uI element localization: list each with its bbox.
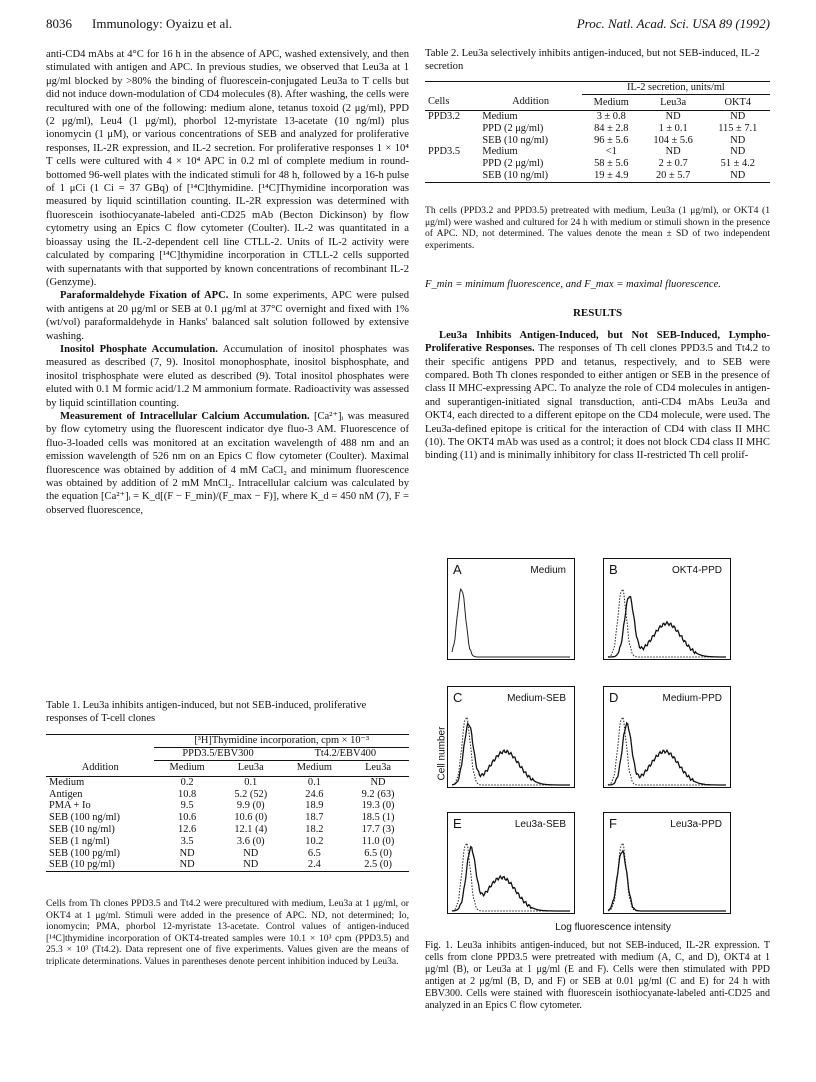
table2 bbox=[425, 81, 770, 183]
table-cell: PPD (2 μg/ml) bbox=[482, 158, 544, 170]
control-histogram-line bbox=[608, 843, 726, 911]
table-cell: 58 ± 5.6 bbox=[594, 158, 629, 170]
table-cell: PMA + Io bbox=[49, 800, 91, 812]
table-cell: 6.5 bbox=[307, 847, 321, 859]
table-cell: Medium bbox=[482, 146, 518, 158]
table2-col-header: OKT4 bbox=[706, 94, 770, 110]
table-cell: 10.2 bbox=[305, 835, 324, 847]
table-cell: 0.1 bbox=[307, 776, 321, 788]
table-cell: PPD3.5 bbox=[428, 146, 461, 158]
table-row bbox=[46, 848, 409, 860]
table-cell: 2.4 bbox=[307, 859, 321, 871]
panel-title: Medium-SEB bbox=[507, 693, 566, 704]
table1-group: Tt4.2/EBV400 bbox=[282, 747, 409, 760]
table-cell: Medium bbox=[49, 776, 85, 788]
table-cell: SEB (10 ng/ml) bbox=[49, 824, 115, 836]
table-cell: 3 ± 0.8 bbox=[596, 111, 626, 123]
table-cell: Antigen bbox=[49, 788, 83, 800]
heading-paraformaldehyde: Paraformaldehyde Fixation of APC. bbox=[60, 290, 229, 302]
table1 bbox=[46, 734, 409, 872]
table1-span-header: [³H]Thymidine incorporation, cpm × 10⁻³ bbox=[194, 735, 370, 746]
results-heading: RESULTS bbox=[572, 307, 623, 320]
table-row bbox=[46, 800, 409, 812]
methods-paragraph-4: [Ca²⁺]ᵢ was measured by flow cytometry using the fluorescent indicator dye fluo-3 AM. Fluorescence of fluo-3-loaded cells was monitored at an excitation wavelength of 488 nm and an emission wavelength of 526 nm on an Epics C flow cytometer (Coulter). Maximal fluorescence was obtained by addition of 4 mM CaCl₂ and minimum fluorescence was obtained by addition of 2 mM MnCl₂. Intracellular calcium was calculated by the equation [Ca²⁺]ᵢ = K_d[(F − F_min)/(F_max − F)], where K_d = 450 nM (7), F = observed fluorescence, bbox=[46, 410, 409, 516]
table-cell: ND bbox=[730, 134, 746, 146]
table-cell: 17.7 (3) bbox=[361, 824, 395, 836]
heading-inositol: Inositol Phosphate Accumulation. bbox=[60, 343, 218, 355]
table-cell: SEB (100 ng/ml) bbox=[49, 812, 121, 824]
panel-letter: C bbox=[453, 690, 463, 705]
figure-1 bbox=[425, 558, 770, 958]
table-cell: SEB (1 ng/ml) bbox=[49, 835, 110, 847]
table-cell bbox=[425, 135, 479, 147]
table-cell: 0.1 bbox=[244, 776, 258, 788]
table-cell: ND bbox=[179, 859, 195, 871]
table2-note: Th cells (PPD3.2 and PPD3.5) pretreated with medium, Leu3a (1 μg/ml), or OKT4 (1 μg/ml) were washed and cultured for 24 h with medium or stimuli shown in the presence of APC. ND, not determined. The values denote the mean ± SD of two independent experiments. bbox=[425, 205, 770, 251]
table-cell: 96 ± 5.6 bbox=[594, 134, 629, 146]
table-cell: SEB (10 pg/ml) bbox=[49, 859, 115, 871]
panel-title: Leu3a-SEB bbox=[514, 819, 566, 830]
table-cell: PPD (2 μg/ml) bbox=[482, 122, 544, 134]
stimulated-histogram-line bbox=[452, 723, 570, 785]
table-cell: 19.3 (0) bbox=[361, 800, 395, 812]
results-subheading: Leu3a Inhibits Antigen-Induced, but Not SEB-Induced, Lympho-Proliferative Responses. bbox=[425, 329, 770, 355]
table2-col-header: Leu3a bbox=[641, 94, 706, 110]
panel-title: OKT4-PPD bbox=[671, 565, 722, 576]
table-cell: 104 ± 5.6 bbox=[653, 134, 693, 146]
histogram-panel-e bbox=[447, 812, 575, 914]
table-cell: SEB (100 pg/ml) bbox=[49, 847, 121, 859]
running-head-right: Proc. Natl. Acad. Sci. USA 89 (1992) bbox=[576, 16, 770, 31]
table-cell bbox=[425, 123, 479, 135]
table-cell: 18.5 (1) bbox=[361, 812, 395, 824]
table-row bbox=[46, 776, 409, 788]
table-cell: SEB (10 ng/ml) bbox=[482, 134, 549, 146]
table-cell: PPD3.2 bbox=[428, 111, 461, 123]
table2-col-header: Addition bbox=[512, 96, 550, 108]
table1-group: PPD3.5/EBV300 bbox=[154, 747, 281, 760]
table-cell: 6.5 (0) bbox=[364, 847, 392, 859]
table-cell: SEB (10 ng/ml) bbox=[482, 170, 549, 182]
histogram-panel-b bbox=[603, 558, 731, 660]
table-cell: 12.6 bbox=[178, 824, 197, 836]
table-cell bbox=[425, 170, 479, 182]
table-cell: 19 ± 4.9 bbox=[594, 170, 629, 182]
methods-paragraph-2: In some experiments, APC were pulsed with antigens at 20 μg/ml or SEB at 0.1 μg/ml at 37°C overnight and fixed with 1% (wt/vol) paraformaldehyde in Hanks' balanced salt solution followed by extensive washing. bbox=[46, 290, 409, 342]
panel-title: Leu3a-PPD bbox=[670, 819, 722, 830]
table-cell: 18.2 bbox=[305, 824, 324, 836]
table-cell: 9.9 (0) bbox=[236, 800, 265, 812]
stimulated-histogram-line bbox=[608, 597, 726, 657]
methods-paragraph-1: anti-CD4 mAbs at 4°C for 16 h in the absence of APC, washed extensively, and then stimulated with antigen and APC. In previous studies, we observed that Leu3a at 1 μg/ml blocked by >80% the binding of fluorescein-conjugated Leu3a to T cells but did not induce down-modulation of CD4 molecules (8). After washing, the cells were recultured with one of the following: medium alone, tetanus toxoid (2 μg/ml), PPD (2 μg/ml), Leu4 (1 μg/ml), phorbol 12-myristate 13-acetate (10 ng/ml) plus ionomycin (1 μM), or various concentrations of SEB and analyzed for proliferative responses, IL-2R expression, and IL-2 secretion. For proliferative responses 1 × 10⁴ T cells were cultured with 4 × 10⁴ APC in 0.2 ml of complete medium in round-bottomed 96-well plates with the indicated stimuli for 48 h, followed by a 16-h pulse of 1 μCi (1 Ci = 37 GBq) of [¹⁴C]thymidine. [¹⁴C]Thymidine incorporation was measured by liquid scintillation counting. IL-2R expression was determined with fluorescein isothiocyanate-labeled anti-CD25 mAb (Becton Dickinson) by flow cytometry using an Epics C flow cytometer (Coulter). IL-2 was quantitated in a bioassay using the IL-2-dependent cell line CTLL-2. Units of IL-2 activity were calculated by comparing [¹⁴C]thymidine incorporation in CTLL-2 cells supported with supernatants with that supported by known concentrations of recombinant IL-2 (Genzyme). bbox=[46, 49, 409, 288]
table-cell: Medium bbox=[482, 111, 518, 123]
results-paragraph-1: The responses of Th cell clones PPD3.5 and Tt4.2 to their specific antigens PPD and tetanus, respectively, and to SEB were compared. Both Th clones responded to either antigen or SEB in the presence of class II MHC-expressing APC. To analyze the role of CD4 molecules in antigen- and superantigen-initiated signal transduction, anti-CD4 mAbs Leu3a and OKT4, each directed to a different epitope on the CD4 molecule, were used. The Leu3a-defined epitope is critical for the interaction of CD4 with class II MHC (10). The OKT4 mAb was used as a control; it does not block CD4 class II MHC binding (11) and is minimally inhibitory for class II-restricted Th cell prolif- bbox=[425, 343, 771, 462]
table-cell: 12.1 (4) bbox=[234, 824, 268, 836]
table1-col-header: Medium bbox=[154, 760, 219, 776]
table-cell: ND bbox=[730, 111, 746, 123]
table-row bbox=[425, 158, 770, 170]
table-row bbox=[425, 146, 770, 158]
table-cell: 10.6 bbox=[178, 812, 197, 824]
table2-col-header: Cells bbox=[428, 96, 450, 108]
table-cell: 9.2 (63) bbox=[361, 788, 395, 800]
table-row bbox=[425, 111, 770, 123]
right-column-text bbox=[425, 278, 770, 463]
table-row bbox=[46, 859, 409, 871]
table1-col-header: Leu3a bbox=[347, 760, 409, 776]
y-axis-label: Cell number bbox=[436, 726, 448, 781]
table-cell: ND bbox=[243, 847, 259, 859]
panel-title: Medium bbox=[530, 565, 566, 576]
page-number: 8036 bbox=[46, 16, 72, 31]
table-row bbox=[425, 123, 770, 135]
histogram-panel-d bbox=[603, 686, 731, 788]
table-cell: 9.5 bbox=[180, 800, 194, 812]
table1-col-header: Addition bbox=[81, 762, 119, 774]
stimulated-histogram-line bbox=[608, 851, 726, 911]
table-cell: <1 bbox=[605, 146, 617, 158]
table-cell: 2 ± 0.7 bbox=[658, 158, 688, 170]
table-cell: ND bbox=[179, 847, 195, 859]
fmin-definition: F_min = minimum fluorescence, and F_max = maximal fluorescence. bbox=[425, 279, 721, 290]
table-cell: 5.2 (52) bbox=[234, 788, 268, 800]
left-column-text bbox=[46, 48, 409, 517]
table-cell: ND bbox=[665, 111, 681, 123]
table-cell: 10.6 (0) bbox=[234, 812, 268, 824]
stimulated-histogram-line bbox=[452, 847, 570, 911]
table-cell: 24.6 bbox=[305, 788, 324, 800]
x-axis-label: Log fluorescence intensity bbox=[555, 922, 671, 933]
table-cell: 10.8 bbox=[178, 788, 197, 800]
table1-col-header: Leu3a bbox=[220, 760, 282, 776]
stimulated-histogram-line bbox=[608, 723, 726, 785]
table-cell: 84 ± 2.8 bbox=[594, 122, 629, 134]
panel-title: Medium-PPD bbox=[662, 693, 722, 704]
running-head-left: Immunology: Oyaizu et al. bbox=[92, 16, 233, 31]
table2-col-header: Medium bbox=[582, 94, 641, 110]
table1-caption: Table 1. Leu3a inhibits antigen-induced, but not SEB-induced, proliferative responses of T-cell clones bbox=[46, 700, 367, 724]
table-cell bbox=[425, 158, 479, 170]
table-row bbox=[46, 824, 409, 836]
table-row bbox=[46, 836, 409, 848]
table-cell: 18.9 bbox=[305, 800, 324, 812]
table2-span-header: IL-2 secretion, units/ml bbox=[627, 82, 725, 93]
panel-letter: D bbox=[609, 690, 619, 705]
heading-calcium: Measurement of Intracellular Calcium Accumulation. bbox=[60, 410, 310, 422]
methods-paragraph-3: Accumulation of inositol phosphates was measured as described (7, 9). Inositol monophosphate, inositol bisphosphate, and inositol trisphosphate were eluted as described (9). Total inositol phosphates were eluted with 0.1 M formic acid/1.2 M ammonium formate. Radioactivity was assessed by liquid scintillation counting. bbox=[46, 343, 409, 409]
panel-letter: A bbox=[453, 562, 462, 577]
figure-1-caption: Fig. 1. Leu3a inhibits antigen-induced, but not SEB-induced, IL-2R expression. T cells from clone PPD3.5 were pretreated with medium (A, C, and D), OKT4 at 1 μg/ml (B), or Leu3a at 1 μg/ml (E and F). Cells were then stimulated with PPD antigen at 2 μg/ml (B, D, and F) or SEB at 0.01 μg/ml (C and E) for 24 h with EBV300. Cells were stained with fluorescein isothiocyanate-labeled anti-CD25 and analyzed in an Epics C flow cytometer. bbox=[425, 940, 770, 1011]
table-row bbox=[425, 135, 770, 147]
table-cell: 2.5 (0) bbox=[364, 859, 392, 871]
table-row bbox=[425, 170, 770, 182]
table1-body bbox=[46, 776, 409, 871]
histogram-panel-c bbox=[447, 686, 575, 788]
table-cell: 11.0 (0) bbox=[361, 835, 395, 847]
histogram-panel-a bbox=[447, 558, 575, 660]
table-cell: 1 ± 0.1 bbox=[658, 122, 688, 134]
table-row bbox=[46, 812, 409, 824]
table-cell: 0.2 bbox=[180, 776, 194, 788]
panel-letter: B bbox=[609, 562, 618, 577]
control-histogram-line bbox=[452, 589, 570, 657]
table2-body bbox=[425, 111, 770, 183]
table-cell: ND bbox=[243, 859, 259, 871]
table-cell: ND bbox=[730, 146, 746, 158]
histogram-panel-f bbox=[603, 812, 731, 914]
table-row bbox=[46, 789, 409, 801]
table2-caption: Table 2. Leu3a selectively inhibits antigen-induced, but not SEB-induced, IL-2 secretion bbox=[425, 48, 760, 72]
table-cell: 115 ± 7.1 bbox=[718, 122, 758, 134]
table-cell: 18.7 bbox=[305, 812, 324, 824]
table1-note: Cells from Th clones PPD3.5 and Tt4.2 were precultured with medium, Leu3a at 1 μg/ml, or OKT4 at 1 μg/ml. Stimuli were added in the presence of APC. ND, not determined; Io, ionomycin; PMA, phorbol 12-myristate 13-acetate. Control values of antigen-induced [¹⁴C]thymidine incorporation of OKT4-treated samples were 10.1 × 10³ cpm (PPD3.5) and 25.3 × 10³ (Tt4.2). Data represent one of five experiments. Values given are the means of triplicate determinations. Values in parentheses denote percent inhibition induced by Leu3a. bbox=[46, 898, 409, 967]
table-cell: ND bbox=[370, 776, 386, 788]
table-cell: 3.5 bbox=[180, 835, 194, 847]
table-cell: 3.6 (0) bbox=[236, 835, 265, 847]
panel-letter: E bbox=[453, 816, 462, 831]
table-cell: 20 ± 5.7 bbox=[655, 170, 691, 182]
table1-col-header: Medium bbox=[282, 760, 347, 776]
panel-letter: F bbox=[609, 816, 617, 831]
table-cell: ND bbox=[730, 170, 746, 182]
table-cell: 51 ± 4.2 bbox=[720, 158, 755, 170]
table-cell: ND bbox=[665, 146, 681, 158]
